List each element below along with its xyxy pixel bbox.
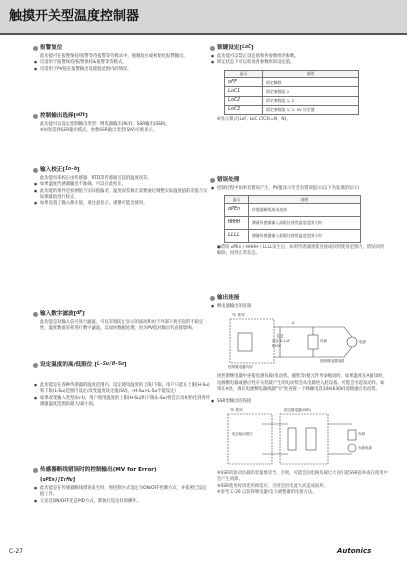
brand-logo: Autonics [337,547,372,555]
diagram-label: 负载 [320,339,327,344]
section-note: ※参考 C-26 以获得继电器/电力调整器的连接方法。 [217,489,317,495]
section-text: 此功能用来校正由传感器、RTD等传感器引起的温度误差。 [40,176,152,182]
section-title: 错误处理 [217,177,240,183]
diagram-label: 电压输出端子 [232,432,253,437]
list-item: ● 如果设置了输入修正值，请注意显示，谨慎可能会使用。 [33,201,211,207]
table-row [225,78,359,87]
lock-section: 锁键设定[ LoC ] ● 此功能可以禁止设定值和各参数组的参数。 ● 锁定状态下可以检查各参数组的设定值。 显示 说明 oFF 锁定解除 LoC1 锁定参数组 2 LoC2 锁定参数组 1, 2 LoC3 锁定参数组 1, 2, SV 设定值 ※显示模式(LoF, LoC LTC4/=N、N)。 [210,44,388,123]
sensor-break-section: 传感器断线错误时的控制输出(MV for Error) ( oPEn)[ErMu ] ● 此功能是在传感器断线错误发生时，将控制方式设定为ON/OFF控制方式，并依照已设定值工作。 ● 无论是ON/OFF还是PID方式，都执行设定好的操作。 [33,466,211,505]
table-cell: 传感器断线或未连接 [249,203,361,216]
bullet-icon [33,363,38,368]
bullet-icon [33,312,38,317]
table-cell: oFF [225,78,263,87]
list-item: ● 继电器输出的连接 [210,304,388,310]
table-row [225,216,361,229]
list-item: ● 无论是ON/OFF还是PID方式，都执行设定好的操作。 [33,499,211,505]
list-item: ● 此功能是在各种传感器的温度范围内，设定使用温度的上限/下限。用户只能在上限(H-Su)和下限(L-Su)范围内设定/改变温度设定值(SV)。（H-Su>L-Su不能设定） [33,383,211,395]
relay-wiring-icon [224,313,380,371]
section-title: 控制输出选择[ [40,113,77,119]
table-cell: 锁定参数组 2 [263,87,359,96]
section-title: 传感器断线错误时的控制输出(MV for Error) [40,467,157,473]
section-note: ※显示模式(LoF, LoC LTC4/=N、N)。 [217,117,291,123]
list-item: ● 控制过程中如果有错误产生，PV值显示至会有错误提示(以下为发现的显示) [210,186,388,192]
diagram-label: 电容 0.1uF 630V [272,339,290,348]
diagram-label: TC 系列 [230,408,243,413]
lock-table [224,70,359,116]
bullet-icon [33,114,38,119]
list-item: ● 如果改变输入类型(In-t)，用户使用温度的上限(H-Su)和下限(L-Su)将会自动初始化到各传感器温度范围的最大/最小值。 [33,396,211,408]
table-cell: 锁定参数组 1, 2 [263,96,359,105]
list-item: ● 如果温度传感器输出不准确，可以在此校正。 [33,182,211,188]
section-title: 设定温度的高/低限位 [40,362,93,368]
table-row [225,229,361,242]
section-title: 报警复位 [40,45,63,51]
table-row [225,105,359,114]
page-number: C-27 [9,548,23,555]
error-section [210,176,388,257]
seg-code: dF [76,310,83,317]
list-item: ● 此功能的条件是检测值与实际值偏差。温度误差修正需要通过调整实际温度值的差值与实际测量值进行校正。 [33,189,211,201]
section-text: 因控制继电器中连接电感负载(电动机、磁铁等)使元件寿命缩短时，如果温度在A值知时，电源断电器或感应性开关装载产生的电动势会从电源进入此设备。可能会引起误动作。如果在A处，请在电源侧电器线圈"Ⓡ"处连接一个降额电容104(630V)消除感应电动势。 [217,374,387,392]
table-header-row [225,196,361,204]
diagram-label: TC 系列 [232,313,245,318]
section-note: ※SSR使用时请选用相适应。否则会因电流大而造成损坏。 [217,483,328,489]
input-filter-section: 输入数字滤波[ dF ] 此功能是对输入信号进行滤波，可以有效防止显示的波动和由于外部干扰引起的不稳定性，温度数值采样进行数字滤波，以加快数据处理，因为PV值对输出有直接影响。 [33,310,211,333]
ssr-wiring-icon [224,408,380,468]
temp-limit-section: 设定温度的高/低限位 [ L-Su/H-Su ] ● 此功能是在各种传感器的温度范围内，设定使用温度的上限/下限。用户只能在上限(H-Su)和下限(L-Su)范围内设定/改变温度设定值(SV)。（H-Su>L-Su不能设定） ● 如果改变输入类型(In-t)，用户使用温度的上限(H-Su)和下限(L-Su)将会自动初始化到各传感器温度范围的最大/最小值。 [33,361,211,408]
section-title: 输出连接 [217,295,240,301]
table-header: 说明 [263,70,359,78]
table-cell: 测量传感器输入高限比使用温度范围大时 [249,216,361,229]
page-title: 触摸开关型温度控制器 [9,9,140,24]
table-row [225,96,359,105]
list-item: ● 此功能是在传感器断线错误发生时，将控制方式设定为ON/OFF控制方式，并依照已设定值工作。 [33,486,211,498]
table-cell: LoC3 [225,105,263,114]
ssr-wiring-diagram [224,408,380,468]
section-note: ●错误 oPEn / HHHH / LLLL发生后，如果传感器重新连接或回到使用范围内，错误回到解除，回到正常状态。 [217,244,384,257]
bullet-icon [210,178,215,183]
diagram-label: 固态继电器(SSR) [284,408,312,413]
alarm-reset-section [33,44,211,73]
section-text: 此功能是对输入信号进行滤波，可以有效防止显示的波动和由于外部干扰引起的不稳定性，温度数值采样进行数字滤波，以加快数据处理，因为PV值对输出有直接影响。 [40,320,204,332]
table-row [225,203,361,216]
table-cell: 测量传感器输入低限比使用温度范围小时 [249,229,361,242]
table-cell: LoC2 [225,96,263,105]
list-item: ● SSR型输出的连接 [210,399,388,405]
diagram-label: 负载电源 [358,446,372,451]
diagram-label: A [292,321,295,326]
section-text: 此功能可在报警保持/报警等待报警等待模式中，强制复位或初始化报警输出。 [40,54,188,60]
diagram-label: 电源 [359,340,366,345]
list-item: ● 仅适用于报警保持/报警保持&报警等待模式。 [33,60,211,66]
input-correction-section: 输入校正[ In-b ] 此功能用来校正由传感器、RTD等传感器引起的温度误差。 ● 如果温度传感器输出不准确，可以在此校正。 ● 此功能的条件是检测值与实际值偏差。温度误差修正需要通过调整实际温度值的差值与实际测量值进行校正。 ● 如果设置了输入修正值，请注意显示，谨慎可能会使用。 [33,166,211,207]
section-text: 此功能可以设定控制输出类型：继电器输出(RLY)，SSR输出(SSR)。 [40,122,170,128]
section-note: ※SSR的驱动负载的容量要适当，否则，可能会因电路负载过大而引起SSR损坏或在使用中会产生故障。 [217,471,388,483]
list-item: ● 此功能可以禁止设定值和各参数组的参数。 [210,54,388,60]
bullet-icon [33,46,38,51]
seg-code: L-Su/H-Su [96,361,124,368]
list-item: ● 仅适用于PV值在报警输出设置值范围内的情况。 [33,67,211,73]
output-connection-section [210,294,388,496]
table-header-row [225,70,359,78]
seg-code: LoC [241,44,251,51]
seg-code: oPEn)[ErMu [42,476,73,483]
table-header: 显示 [225,70,263,78]
diagram-label: 按制继电器电路 [320,359,345,364]
table-cell: LoC1 [225,87,263,96]
section-title: 输入校正[ [40,167,65,173]
control-output-section: 控制输出选择[ oUt ] 此功能可以设定控制输出类型：继电器输出(RLY)，SSR输出(SSR)。 ※如果选择SSR输出模式，参数SSR输出类型(StV)可被显示。 [33,112,211,135]
table-cell: 锁定参数组 1, 2, SV 设定值 [263,105,359,114]
bullet-icon [210,46,215,51]
relay-wiring-diagram [224,313,380,371]
bullet-icon [33,168,38,173]
section-title: 锁键设定[ [217,45,242,51]
table-row [225,87,359,96]
table-header: 说明 [249,196,361,204]
section-note: ※如果选择SSR输出模式，参数SSR输出类型(StV)可被显示。 [40,128,158,134]
header-divider [0,33,407,35]
diagram-label: 负载 [358,432,365,437]
table-header: 显示 [225,196,249,204]
diagram-label: 控制继电器内部 [228,365,253,370]
seg-code: oUt [76,112,86,119]
section-title: 输入数字滤波[ [40,311,77,317]
seg-code: In-b [64,166,77,173]
error-table [224,195,361,243]
list-item: ● 锁定状态下可以检查各参数组的设定值。 [210,60,388,66]
table-cell: 锁定解除 [263,78,359,87]
table-cell: oPEn [225,203,249,216]
bullet-icon [33,468,38,473]
table-cell: LLLL [225,229,249,242]
table-cell: HHHH [225,216,249,229]
bullet-icon [210,296,215,301]
